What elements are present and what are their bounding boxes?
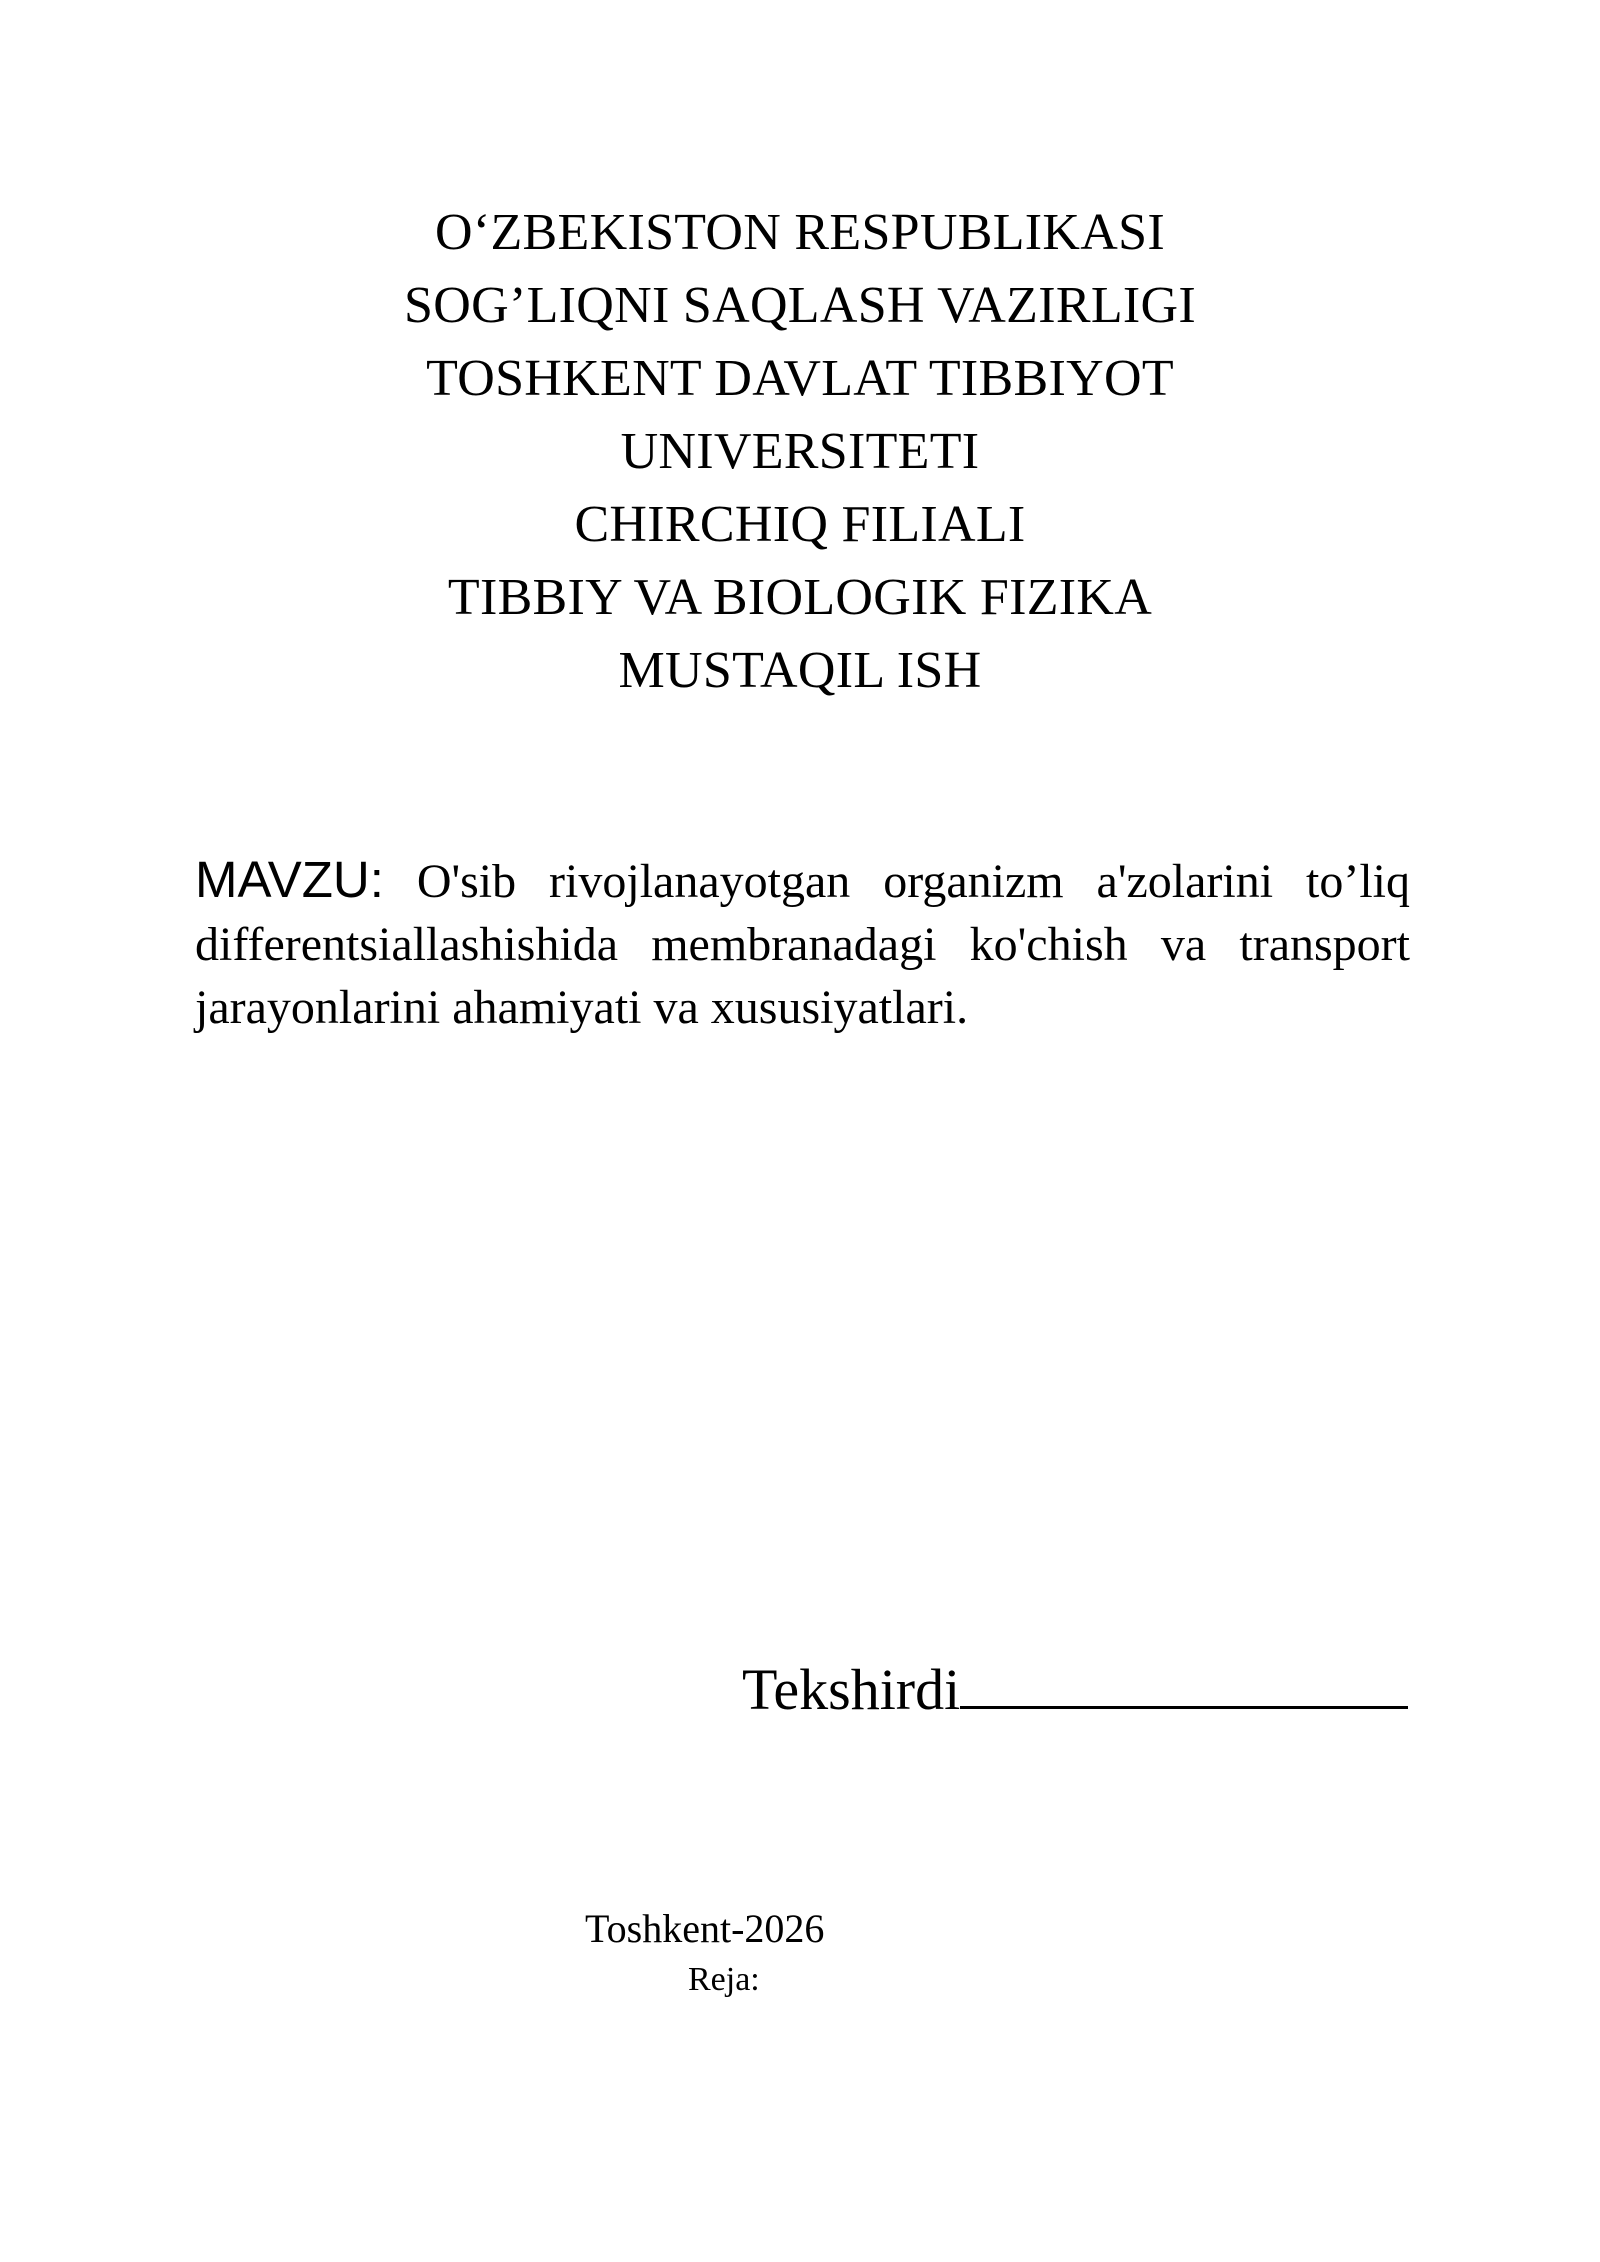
title-header [0, 196, 1600, 707]
header-line-university-cont: UNIVERSITETI [620, 423, 980, 480]
header-line-work-type: MUSTAQIL ISH [618, 642, 982, 699]
header-line-university: TOSHKENT DAVLAT TIBBIYOT [426, 350, 1174, 407]
topic-paragraph [195, 848, 1410, 1039]
signature-blank [960, 1660, 1408, 1709]
header-line-branch: CHIRCHIQ FILIALI [574, 496, 1026, 553]
topic-label: MAVZU: [195, 851, 384, 908]
checked-by-label: Tekshirdi [742, 1657, 961, 1722]
header-line-subject: TIBBIY VA BIOLOGIK FIZIKA [447, 569, 1153, 626]
city-year: Toshkent-2026 [585, 1906, 825, 1951]
plan-label: Reja: [688, 1961, 760, 1998]
header-line-ministry: SOG’LIQNI SAQLASH VAZIRLIGI [404, 277, 1196, 334]
checked-by-line [742, 1653, 1412, 1727]
header-line-country: O‘ZBEKISTON RESPUBLIKASI [435, 204, 1165, 261]
topic-text: O'sib rivojlanayotgan organizm a'zolarini to’liq differentsiallashishida membranadagi ko'chish va transport jarayonlarini ahamiyati va xususiyatlari. [195, 855, 1411, 1034]
